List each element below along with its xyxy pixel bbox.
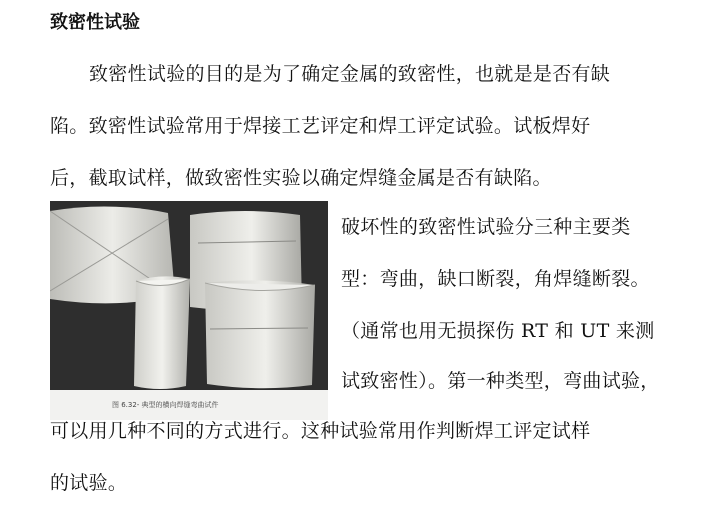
paragraph-1-line-3: 后，截取试样，做致密性实验以确定焊缝金属是否有缺陷。 [50, 167, 552, 189]
paragraph-2-line-1: 破坏性的致密性试验分三种主要类 [341, 216, 631, 238]
paragraph-2-line-2: 型：弯曲，缺口断裂，角焊缝断裂。 [341, 268, 650, 290]
paragraph-2-line-5: 可以用几种不同的方式进行。这种试验常用作判断焊工评定试样 [50, 420, 591, 442]
specimens-illustration [50, 201, 328, 420]
figure-caption: 图 6.32- 典型的横向焊缝弯曲试件 [50, 390, 328, 420]
bend-test-specimens-photo [50, 201, 328, 420]
section-heading: 致密性试验 [50, 12, 140, 33]
paragraph-1-line-1: 致密性试验的目的是为了确定金属的致密性，也就是是否有缺 [89, 63, 611, 85]
paragraph-2-line-6: 的试验。 [50, 472, 128, 494]
paragraph-1-line-2: 陷。致密性试验常用于焊接工艺评定和焊工评定试验。试板焊好 [50, 115, 591, 137]
paragraph-2-line-4: 试致密性）。第一种类型，弯曲试验， [341, 370, 660, 392]
paragraph-2-line-3: （通常也用无损探伤 RT 和 UT 来测 [341, 320, 655, 342]
